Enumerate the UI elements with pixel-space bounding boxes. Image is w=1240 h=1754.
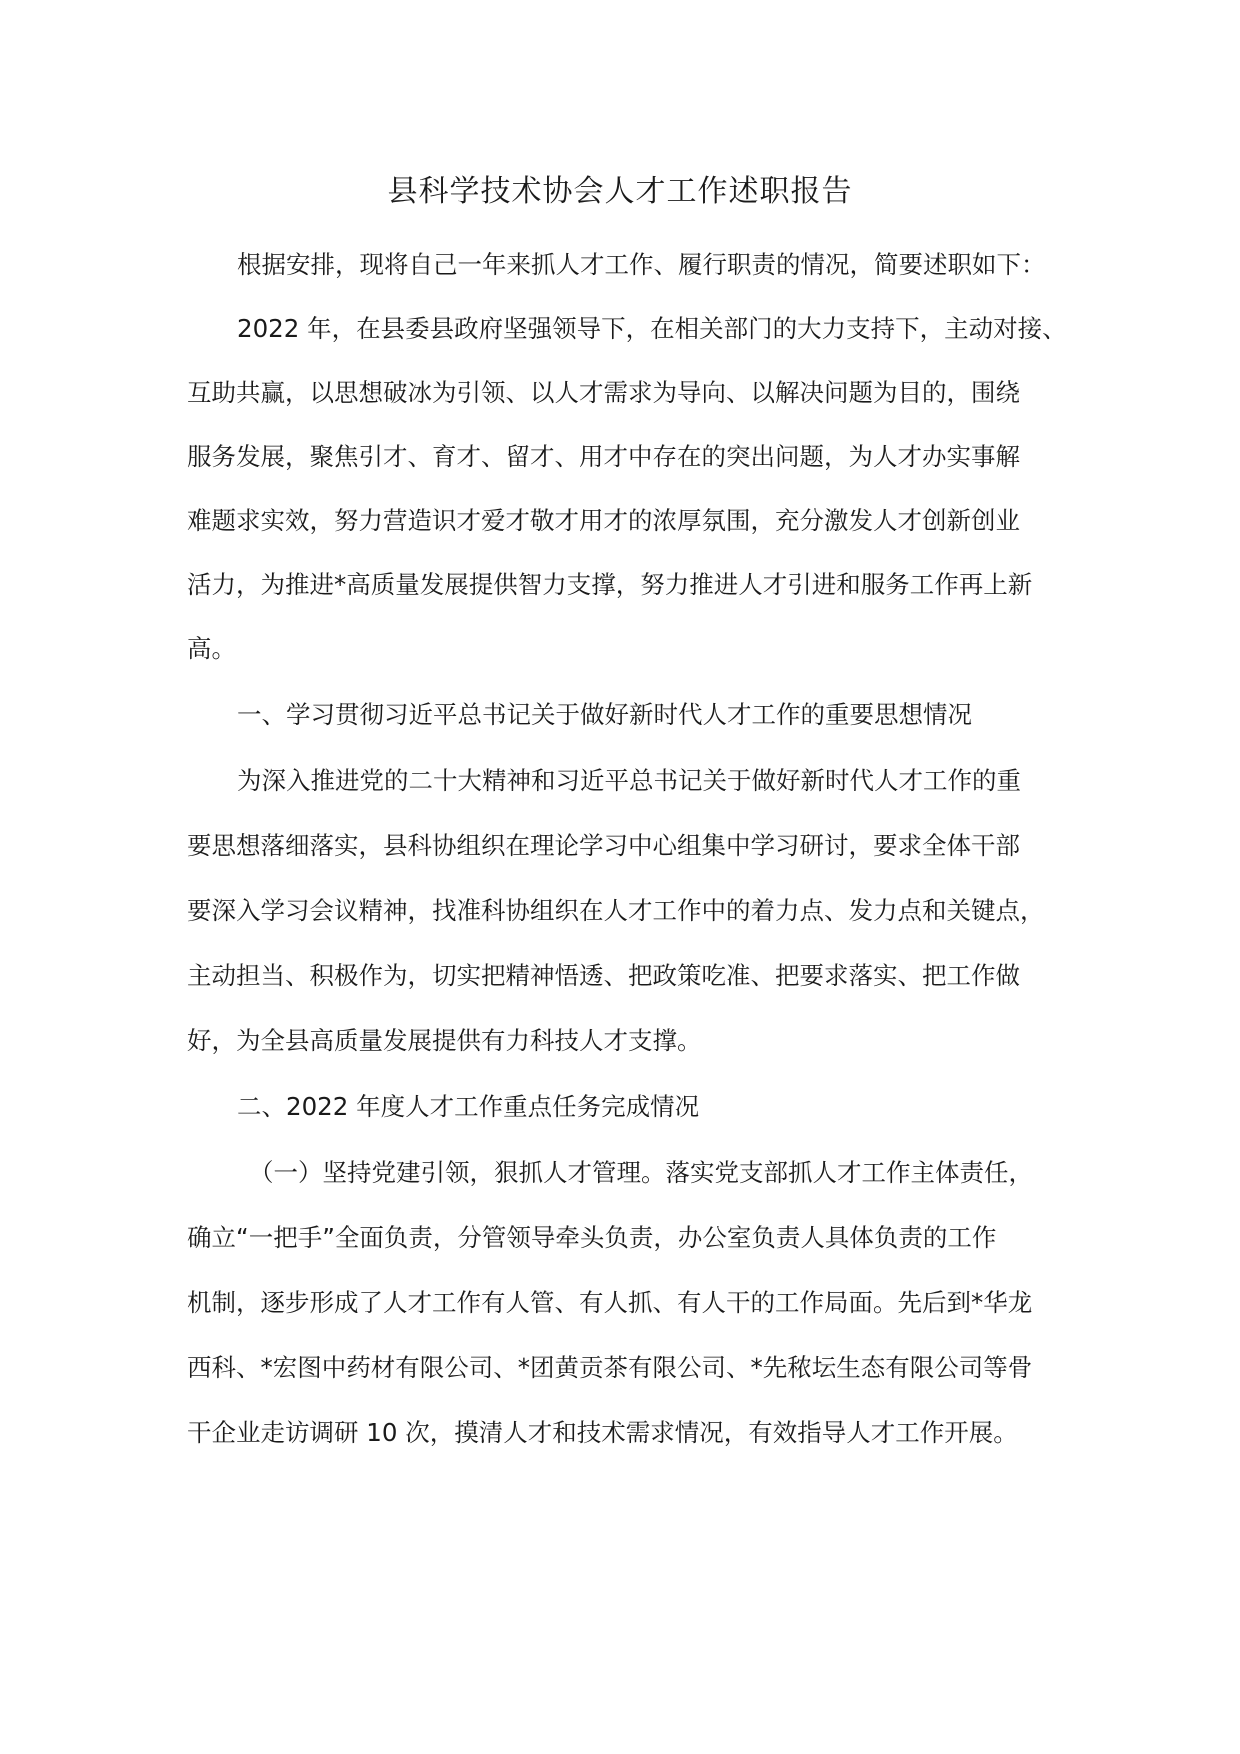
paragraph-overview-line: 服务发展，聚焦引才、育才、留才、用才中存在的突出问题，为人才办实事解 bbox=[187, 442, 1020, 471]
paragraph-party-line: 干企业走访调研 10 次，摸清人才和技术需求情况，有效指导人才工作开展。 bbox=[187, 1418, 1018, 1447]
document-title: 县科学技术协会人才工作述职报告 bbox=[387, 174, 853, 209]
paragraph-overview-line: 难题求实效，努力营造识才爱才敬才用才的浓厚氛围，充分激发人才创新创业 bbox=[187, 506, 1020, 535]
section-heading-1: 一、学习贯彻习近平总书记关于做好新时代人才工作的重要思想情况 bbox=[237, 700, 972, 729]
paragraph-study-line: 要思想落细落实，县科协组织在理论学习中心组集中学习研讨，要求全体干部 bbox=[187, 831, 1020, 860]
section-heading-2: 二、2022 年度人才工作重点任务完成情况 bbox=[237, 1092, 700, 1121]
paragraph-overview-line: 高。 bbox=[187, 634, 236, 663]
paragraph-party-line: 西科、*宏图中药材有限公司、*团黄贡茶有限公司、*先秾坛生态有限公司等骨 bbox=[187, 1353, 1033, 1382]
paragraph-study-line: 好，为全县高质量发展提供有力科技人才支撑。 bbox=[187, 1026, 702, 1055]
paragraph-overview-line: 互助共赢，以思想破冰为引领、以人才需求为导向、以解决问题为目的，围绕 bbox=[187, 378, 1020, 407]
paragraph-overview-line: 2022 年，在县委县政府坚强领导下，在相关部门的大力支持下，主动对接、 bbox=[237, 314, 1067, 343]
paragraph-intro-line: 根据安排，现将自己一年来抓人才工作、履行职责的情况，简要述职如下： bbox=[237, 250, 1046, 279]
paragraph-party-line: （一）坚持党建引领，狠抓人才管理。落实党支部抓人才工作主体责任， bbox=[249, 1158, 1033, 1187]
paragraph-overview-line: 活力，为推进*高质量发展提供智力支撑，努力推进人才引进和服务工作再上新 bbox=[187, 570, 1033, 599]
paragraph-study-line: 主动担当、积极作为，切实把精神悟透、把政策吃准、把要求落实、把工作做 bbox=[187, 961, 1020, 990]
paragraph-party-line: 确立“一把手”全面负责，分管领导牵头负责，办公室负责人具体负责的工作 bbox=[187, 1223, 997, 1252]
paragraph-study-line: 为深入推进党的二十大精神和习近平总书记关于做好新时代人才工作的重 bbox=[237, 766, 1021, 795]
paragraph-party-line: 机制，逐步形成了人才工作有人管、有人抓、有人干的工作局面。先后到*华龙 bbox=[187, 1288, 1033, 1317]
paragraph-study-line: 要深入学习会议精神，找准科协组织在人才工作中的着力点、发力点和关键点， bbox=[187, 896, 1045, 925]
